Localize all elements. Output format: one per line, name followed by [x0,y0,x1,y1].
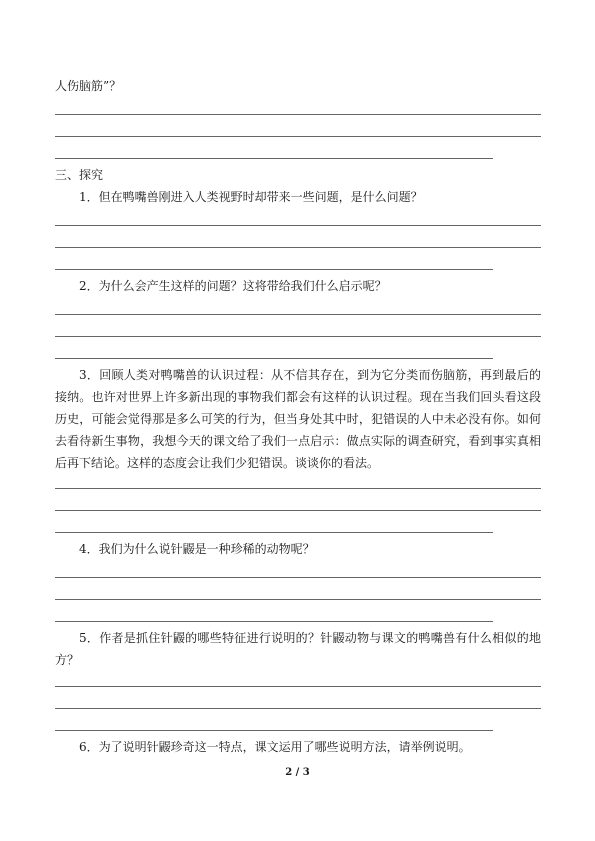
answer-line[interactable] [55,599,541,600]
answer-line[interactable] [55,488,541,489]
answer-line[interactable] [55,136,541,137]
section-heading: 三、探究 [55,168,104,182]
answer-line[interactable] [55,158,493,159]
page-number: 2 / 3 [285,767,310,778]
answer-line[interactable] [55,247,541,248]
answer-line[interactable] [55,730,493,731]
answer-line[interactable] [55,686,541,687]
answer-line[interactable] [55,621,493,622]
question-4: 4．我们为什么说针鼹是一种珍稀的动物呢？ [79,542,315,556]
answer-line[interactable] [55,314,541,315]
question-5: 5．作者是抓住针鼹的哪些特征进行说明的？针鼹动物与课文的鸭嘴兽有什么相似的地方？ [55,631,541,667]
answer-line[interactable] [55,336,541,337]
answer-line[interactable] [55,269,493,270]
question-2: 2．为什么会产生这样的问题？这将带给我们什么启示呢？ [79,279,387,293]
question-6: 6．为了说明针鼹珍奇这一特点，课文运用了哪些说明方法，请举例说明。 [79,740,471,754]
answer-line[interactable] [55,225,541,226]
answer-line[interactable] [55,532,493,533]
question-3: 3．回顾人类对鸭嘴兽的认识过程：从不信其存在，到为它分类而伤脑筋，再到最后的接纳。也许对世界上许多新出现的事物我们都会有这样的认识过程。现在当我们回头看这段历史，可能会觉得那是多么可笑的行为，但当身处其中时，犯错误的人中未必没有你。如何去看待新生事物，我想今天的课文给了我们一点启示：做点实际的调查研究，看到事实真相后再下结论。这样的态度会让我们少犯错误。谈谈你的看法。 [55,368,541,470]
continued-text: 人伤脑筋”？ [55,79,122,93]
answer-line[interactable] [55,358,493,359]
answer-line[interactable] [55,114,541,115]
question-1: 1．但在鸭嘴兽刚进入人类视野时却带来一些问题，是什么问题？ [79,190,423,204]
answer-line[interactable] [55,577,541,578]
answer-line[interactable] [55,708,541,709]
answer-line[interactable] [55,510,541,511]
